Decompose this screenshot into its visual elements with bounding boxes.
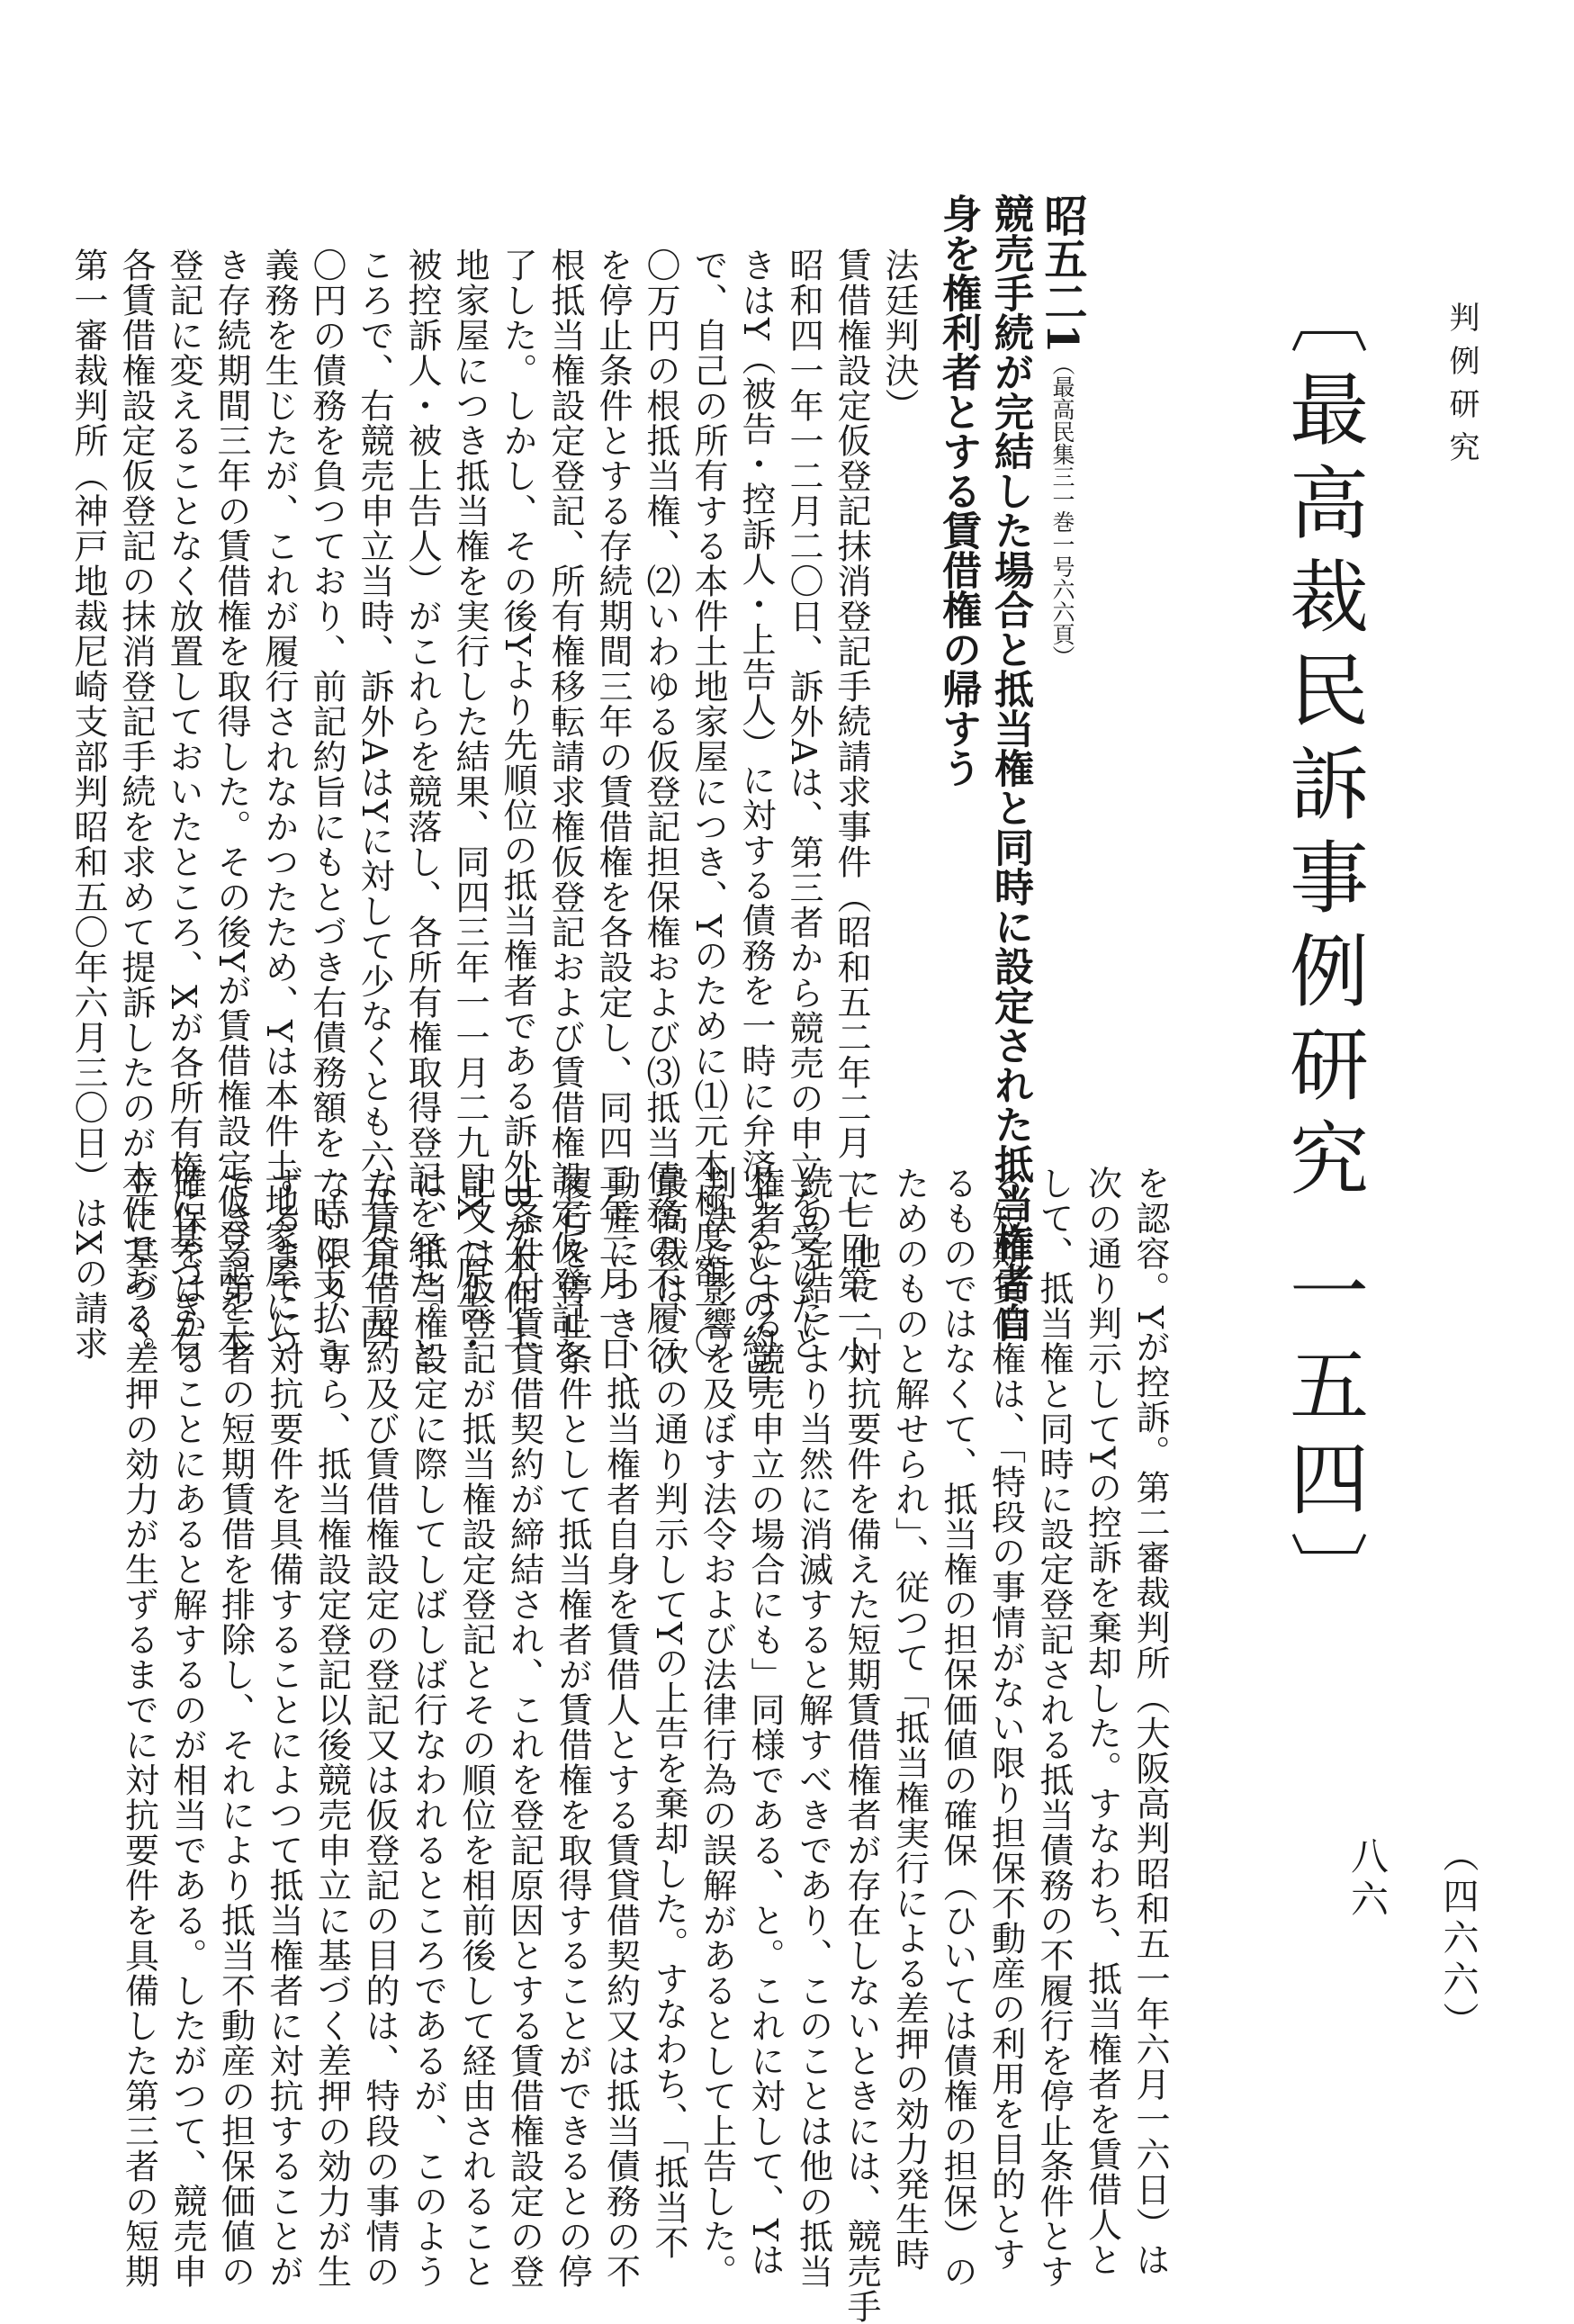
- text-line: 動産につき、抵当権者自身を賃借人とする賃貸借契約又は抵当債務の不: [600, 1166, 641, 2289]
- text-line: 登記に変えることなく放置しておいたところ、Xが各所有権に基づき右: [164, 248, 203, 1362]
- text-line: 立に基づく差押の効力が生ずるまでに対抗要件を具備した第三者の短期: [119, 1166, 159, 2289]
- text-line: な賃貸借契約及び賃借権設定の登記又は仮登記の目的は、特段の事情の: [360, 1166, 400, 2289]
- text-line: 次の通り判示してYの控訴を棄却した。すなわち、抵当権者を賃借人と: [1082, 1166, 1122, 2278]
- text-line: 義務を生じたが、これが履行されなかつたため、Yは本件土地家屋につ: [259, 248, 299, 1360]
- body-text-bottom: [114, 1166, 1174, 2324]
- text-line: 賃借権設定仮登記抹消登記手続請求事件（昭和五二年二月一七日第一小: [832, 248, 871, 1371]
- text-line: ころで、右競売申立当時、訴外AはYに対して少なくとも六五万九二四: [355, 248, 394, 1350]
- series-title: 〔最高裁民訴事例研究 一五四〕: [1277, 275, 1370, 1625]
- text-line: きはY（被告・控訴人・上告人）に対する債務を一時に弁済するとの約旨: [736, 248, 776, 1395]
- text-line: 履行を停止条件として抵当権者が賃借権を取得することができるとの停: [553, 1166, 592, 2289]
- text-line: できる第三者の短期賃借を排除し、それにより抵当不動産の担保価値の: [215, 1166, 256, 2289]
- text-line: 了した。しかし、その後Yより先順位の抵当権者である訴外Bが本件土: [498, 248, 537, 1351]
- text-line: 昭和四一年一二月二〇日、訴外Aは、第三者から競売の申立を受けたと: [784, 248, 823, 1362]
- case-title-line-2: 身を権利者とする賃借権の帰すう: [935, 194, 981, 788]
- text-line: で、自己の所有する本件土地家屋につき、Yのために⑴元本極度額一〇: [688, 248, 728, 1360]
- text-line: 判決に影響を及ぼす法令および法律行為の誤解があるとして上告した。: [697, 1166, 737, 2289]
- text-line: き存続期間三年の賃借権を取得した。その後Yが賃借権設定仮登記を本: [211, 248, 251, 1360]
- text-line: して、抵当権と同時に設定登記される抵当債務の不履行を停止条件とす: [1034, 1166, 1074, 2289]
- text-line: 根抵当権設定登記、所有権移転請求権仮登記および賃借権設定仮登記を: [545, 248, 585, 1371]
- text-line: るものではなくて、抵当権の担保価値の確保（ひいては債権の担保）の: [938, 1166, 977, 2289]
- text-line: る短期賃借権は、「特段の事情がない限り担保不動産の利用を目的とす: [985, 1166, 1026, 2272]
- text-line: 第一審裁判所（神戸地裁尼崎支部判昭和五〇年六月三〇日）はXの請求: [68, 248, 108, 1362]
- text-line: を認容。Yが控訴。第二審裁判所（大阪高判昭和五一年六月一六日）は: [1130, 1166, 1170, 2278]
- case-source: （最高民集三一巻一号六六頁）: [1049, 353, 1075, 669]
- text-line: 被控訴人・被上告人）がこれらを競落し、各所有権取得登記を経た。と: [402, 248, 442, 1371]
- text-line: 確保をはかることにあると解するのが相当である。したがつて、競売申: [167, 1166, 207, 2289]
- text-line: は、抵当権設定に際してしばしば行なわれるところであるが、このよう: [408, 1166, 448, 2289]
- text-line: 〇万円の根抵当権、⑵いわゆる仮登記担保権および⑶抵当債務の不履行: [641, 248, 680, 1371]
- text-line: 法廷判決）: [879, 248, 919, 423]
- text-line: ずるまでに対抗要件を具備することによつて抵当権者に対抗することが: [264, 1166, 303, 2289]
- text-line: を停止条件とする存続期間三年の賃借権を各設定し、同四二年二月一日、: [593, 248, 633, 1406]
- text-line: 各賃借権設定仮登記の抹消登記手続を求めて提訴したのが本件である。: [116, 248, 156, 1371]
- page-number-alt: （四六六）: [1437, 1836, 1479, 2043]
- case-number: 昭五二1: [1037, 194, 1087, 354]
- text-line: ない限り、専ら、抵当権設定登記以後競売申立に基づく差押の効力が生: [311, 1166, 352, 2289]
- text-line: 最高裁は、次の通り判示してYの上告を棄却した。すなわち、「抵当不: [649, 1166, 688, 2261]
- text-line: 権者による競売申立の場合にも」同様である、と。これに対して、Yは: [745, 1166, 785, 2278]
- page-number: 八六: [1345, 1836, 1390, 1923]
- text-line: に」他に「対抗要件を備えた短期賃借権者が存在しないときには、競売手: [841, 1166, 881, 2324]
- text-line: 続の完結により当然に消滅すると解すべきであり、このことは他の抵当: [793, 1166, 833, 2289]
- text-line: ためのものと解せられ」、従つて「抵当権実行による差押の効力発生時: [889, 1166, 930, 2272]
- running-head: 判例研究: [1444, 302, 1480, 474]
- text-line: 地家屋につき抵当権を実行した結果、同四三年一一月二九日X（原告・: [450, 248, 490, 1362]
- text-line: 止条件付賃貸借契約が締結され、これを登記原因とする賃借権設定の登: [504, 1166, 544, 2289]
- text-line: 記又は仮登記が抵当権設定登記とその順位を相前後して経由されること: [456, 1166, 496, 2289]
- text-line: 〇円の債務を負つており、前記約旨にもとづき右債務額を一時に支払う: [307, 248, 346, 1371]
- case-title-line-1: 競売手続が完結した場合と抵当権と同時に設定された抵当権者自: [987, 194, 1033, 1342]
- body-text-top: [64, 248, 922, 1406]
